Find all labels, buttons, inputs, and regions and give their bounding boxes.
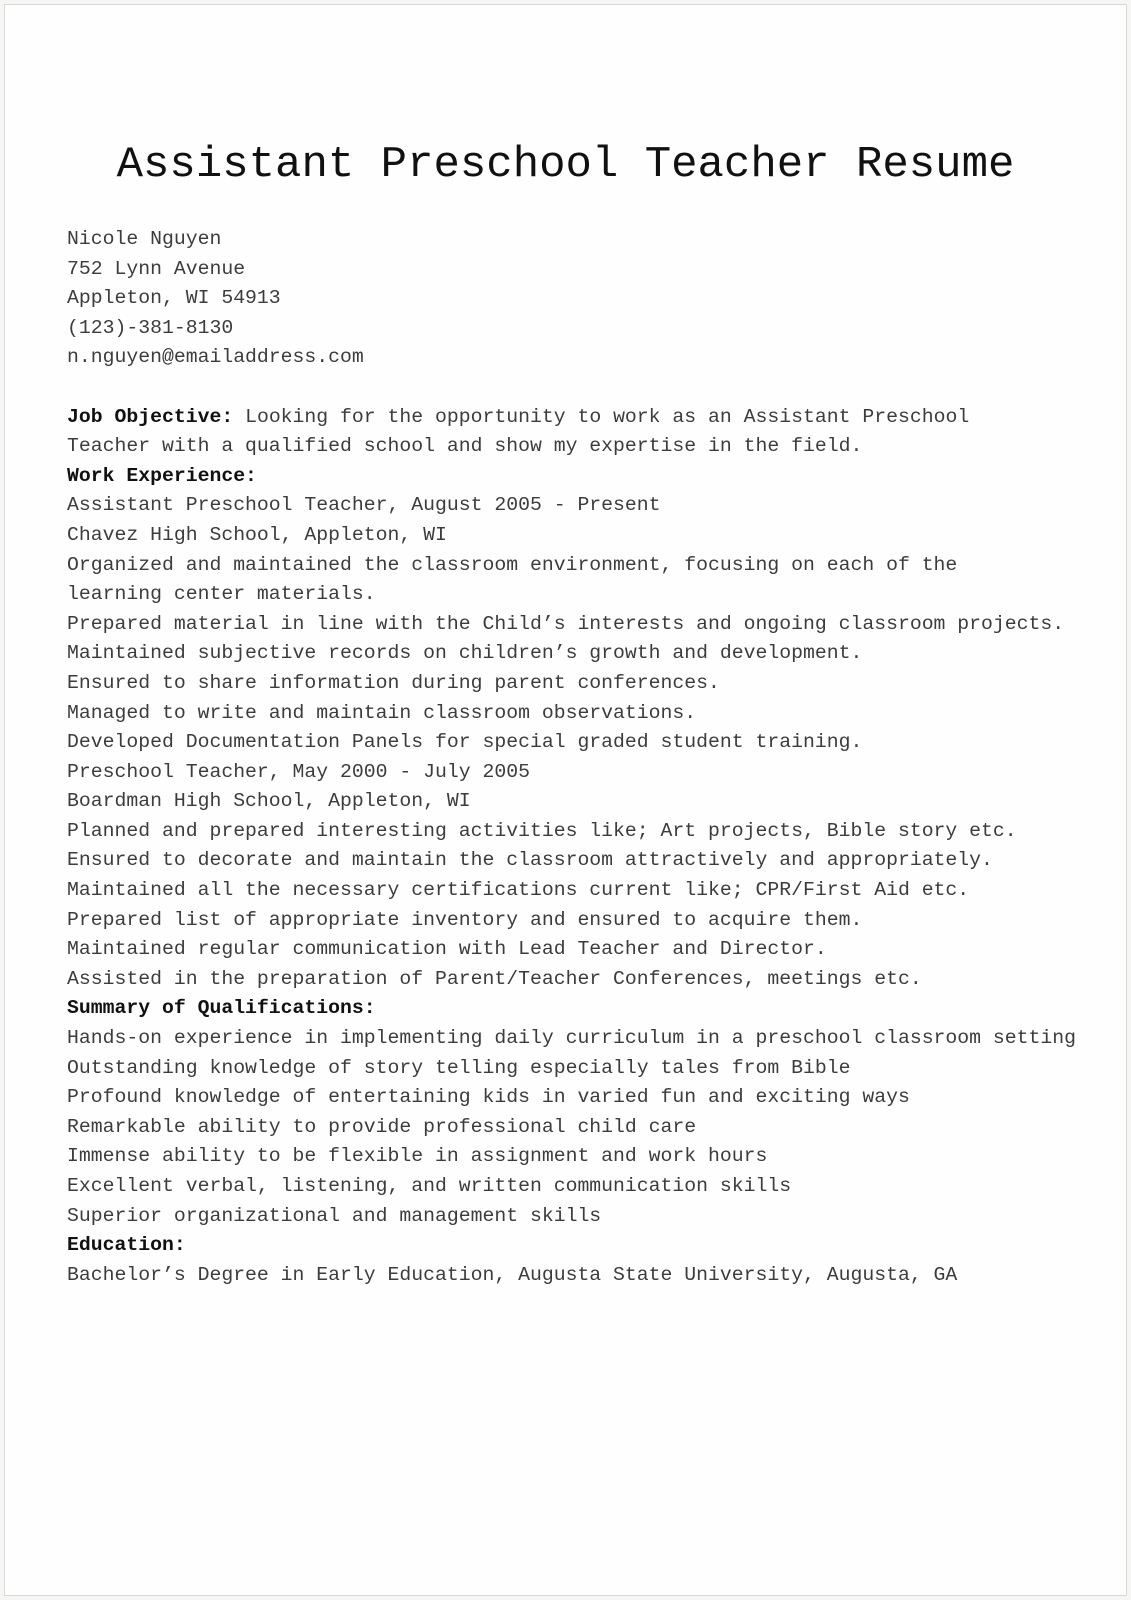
work-line: Assistant Preschool Teacher, August 2005 - Present — [67, 494, 661, 517]
work-line: Maintained regular communication with Lead Teacher and Director. — [67, 938, 827, 961]
work-line: Maintained all the necessary certifications current like; CPR/First Aid etc. — [67, 879, 970, 902]
work-experience-list — [67, 491, 1065, 994]
spacer — [67, 373, 1057, 403]
work-line: Assisted in the preparation of Parent/Teacher Conferences, meetings etc. — [67, 967, 922, 990]
contact-name: Nicole Nguyen — [67, 228, 222, 250]
resume-page — [4, 4, 1127, 1596]
work-line: Ensured to share information during parent conferences. — [67, 671, 720, 694]
education-list — [67, 1261, 1057, 1291]
resume-title: Assistant Preschool Teacher Resume — [116, 140, 1015, 190]
education-heading: Education: — [67, 1234, 186, 1257]
work-line: Planned and prepared interesting activities like; Art projects, Bible story etc. — [67, 819, 1017, 842]
work-line: Preschool Teacher, May 2000 - July 2005 — [67, 760, 530, 783]
work-line: Boardman High School, Appleton, WI — [67, 790, 471, 813]
work-line: Prepared list of appropriate inventory and ensured to acquire them. — [67, 908, 863, 931]
qualification-line: Immense ability to be flexible in assignment and work hours — [67, 1145, 768, 1168]
contact-email: n.nguyen@emailaddress.com — [67, 346, 364, 369]
contact-street: 752 Lynn Avenue — [67, 257, 246, 280]
qualifications-heading: Summary of Qualifications: — [67, 997, 376, 1020]
contact-phone: (123)-381-8130 — [67, 316, 234, 339]
contact-block — [67, 225, 1057, 373]
resume-body — [67, 225, 1077, 1290]
qualification-line: Remarkable ability to provide professional child care — [67, 1115, 697, 1138]
objective-label: Job Objective: — [67, 405, 234, 428]
qualification-line: Profound knowledge of entertaining kids in varied fun and exciting ways — [67, 1086, 910, 1109]
work-line: Prepared material in line with the Child’s interests and ongoing classroom projects. — [67, 612, 1065, 635]
work-experience-heading: Work Experience: — [67, 464, 257, 487]
work-line: Organized and maintained the classroom environment, focusing on each of the learning center materials. — [67, 553, 958, 606]
job-objective — [67, 403, 1057, 462]
work-line: Developed Documentation Panels for special graded student training. — [67, 731, 863, 754]
work-line: Chavez High School, Appleton, WI — [67, 523, 447, 546]
work-line: Ensured to decorate and maintain the classroom attractively and appropriately. — [67, 849, 993, 872]
qualification-line: Outstanding knowledge of story telling especially tales from Bible — [67, 1056, 851, 1079]
work-line: Maintained subjective records on children’s growth and development. — [67, 642, 863, 665]
education-line: Bachelor’s Degree in Early Education, Augusta State University, Augusta, GA — [67, 1263, 958, 1286]
qualification-line: Excellent verbal, listening, and written communication skills — [67, 1175, 792, 1197]
qualification-line: Hands-on experience in implementing daily curriculum in a preschool classroom setting — [67, 1027, 1077, 1050]
work-line: Managed to write and maintain classroom observations. — [67, 701, 697, 724]
contact-city: Appleton, WI 54913 — [67, 287, 281, 310]
qualification-line: Superior organizational and management skills — [67, 1204, 602, 1227]
qualifications-list — [67, 1024, 1077, 1231]
objective-text: Looking for the opportunity to work as an Assistant Preschool Teacher with a qualified school and show my expertise in the field. — [67, 405, 970, 458]
